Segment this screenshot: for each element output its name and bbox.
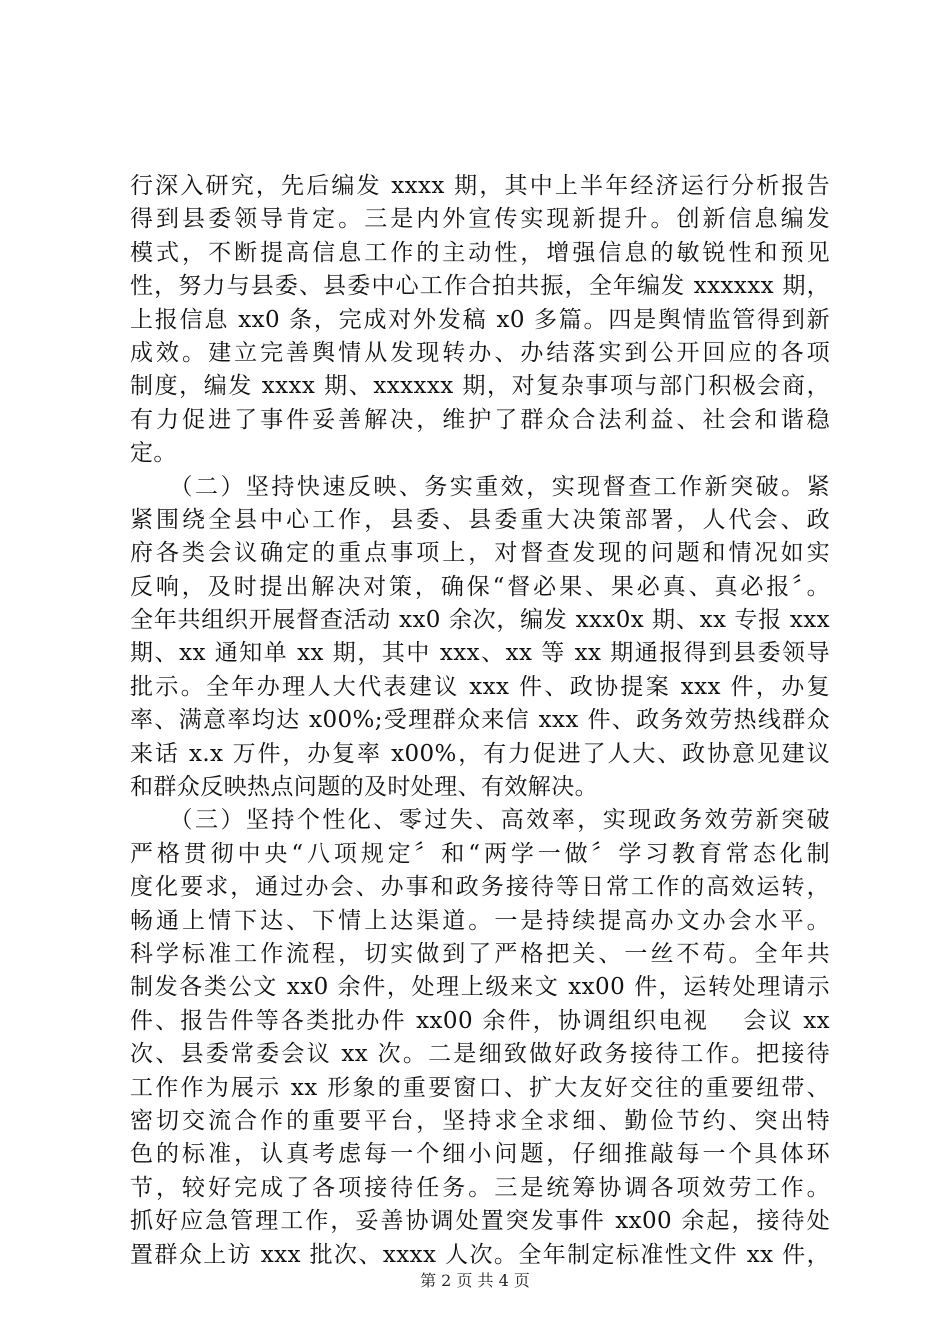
page-footer: 第 2 页 共 4 页 xyxy=(420,1271,530,1290)
text-line: 批示。全年办理人大代表建议 xxx 件、政协提案 xxx 件，办复 xyxy=(130,673,830,700)
text-line: 严格贯彻中央“八项规定〞和“两学一做〞学习教育常态化制 xyxy=(130,840,830,867)
text-line: 节，较好完成了各项接待任务。三是统筹协调各项效劳工作。 xyxy=(130,1174,830,1201)
text-line: 紧围绕全县中心工作，县委、县委重大决策部署，人代会、政 xyxy=(130,506,830,533)
text-line: 件、报告件等各类批办件 xx00 余件，协调组织电视 会议 xx xyxy=(130,1007,830,1034)
text-line: 全年共组织开展督查活动 xx0 余次，编发 xxx0x 期、xx 专报 xxx xyxy=(130,607,830,634)
text-line: 制发各类公文 xx0 余件，处理上级来文 xx00 件，运转处理请示 xyxy=(130,974,830,1001)
text-line: 期、xx 通知单 xx 期，其中 xxx、xx 等 xx 期通报得到县委领导 xyxy=(130,640,830,667)
text-line: 度化要求，通过办会、办事和政务接待等日常工作的高效运转， xyxy=(130,874,830,901)
text-line: 成效。建立完善舆情从发现转办、办结落实到公开回应的各项 xyxy=(130,339,830,366)
text-line: 反响，及时提出解决对策，确保“督必果、果必真、真必报〞。 xyxy=(130,573,830,600)
text-line: 得到县委领导肯定。三是内外宣传实现新提升。创新信息编发 xyxy=(130,206,830,233)
text-line: 性，努力与县委、县委中心工作合拍共振，全年编发 xxxxxx 期， xyxy=(130,273,830,300)
text-line: 制度，编发 xxxx 期、xxxxxx 期，对复杂事项与部门积极会商， xyxy=(130,373,830,400)
text-line: 畅通上情下达、下情上达渠道。一是持续提高办文办会水平。 xyxy=(130,907,830,934)
text-line: 定。 xyxy=(130,440,177,467)
text-line: 和群众反映热点问题的及时处理、有效解决。 xyxy=(130,774,598,801)
text-line: 来话 x.x 万件，办复率 x00%，有力促进了人大、政协意见建议 xyxy=(130,740,830,767)
document-body xyxy=(130,170,830,1272)
text-line: 有力促进了事件妥善解决，维护了群众合法利益、社会和谐稳 xyxy=(130,406,830,433)
text-line: 次、县委常委会议 xx 次。二是细致做好政务接待工作。把接待 xyxy=(130,1041,830,1068)
text-line: 模式，不断提高信息工作的主动性，增强信息的敏锐性和预见 xyxy=(130,239,830,266)
text-line: 府各类会议确定的重点事项上，对督查发现的问题和情况如实 xyxy=(130,540,830,567)
text-line: 率、满意率均达 x00%;受理群众来信 xxx 件、政务效劳热线群众 xyxy=(130,707,830,734)
text-line: 色的标准，认真考虑每一个细小问题，仔细推敲每一个具体环 xyxy=(130,1141,830,1168)
text-line: 上报信息 xx0 条，完成对外发稿 x0 多篇。四是舆情监管得到新 xyxy=(130,306,830,333)
text-line: 行深入研究，先后编发 xxxx 期，其中上半年经济运行分析报告 xyxy=(130,173,830,199)
text-line: （三）坚持个性化、零过失、高效率，实现政务效劳新突破 xyxy=(130,807,830,834)
text-line: 置群众上访 xxx 批次、xxxx 人次。全年制定标准性文件 xx 件， xyxy=(130,1241,830,1268)
text-line: 工作作为展示 xx 形象的重要窗口、扩大友好交往的重要纽带、 xyxy=(130,1074,830,1101)
text-line: 密切交流合作的重要平台，坚持求全求细、勤俭节约、突出特 xyxy=(130,1107,830,1134)
text-line: 科学标准工作流程，切实做到了严格把关、一丝不苟。全年共 xyxy=(130,940,830,967)
text-line: 抓好应急管理工作，妥善协调处置突发事件 xx00 余起，接待处 xyxy=(130,1208,830,1235)
text-line: （二）坚持快速反映、务实重效，实现督查工作新突破。紧 xyxy=(130,473,830,500)
